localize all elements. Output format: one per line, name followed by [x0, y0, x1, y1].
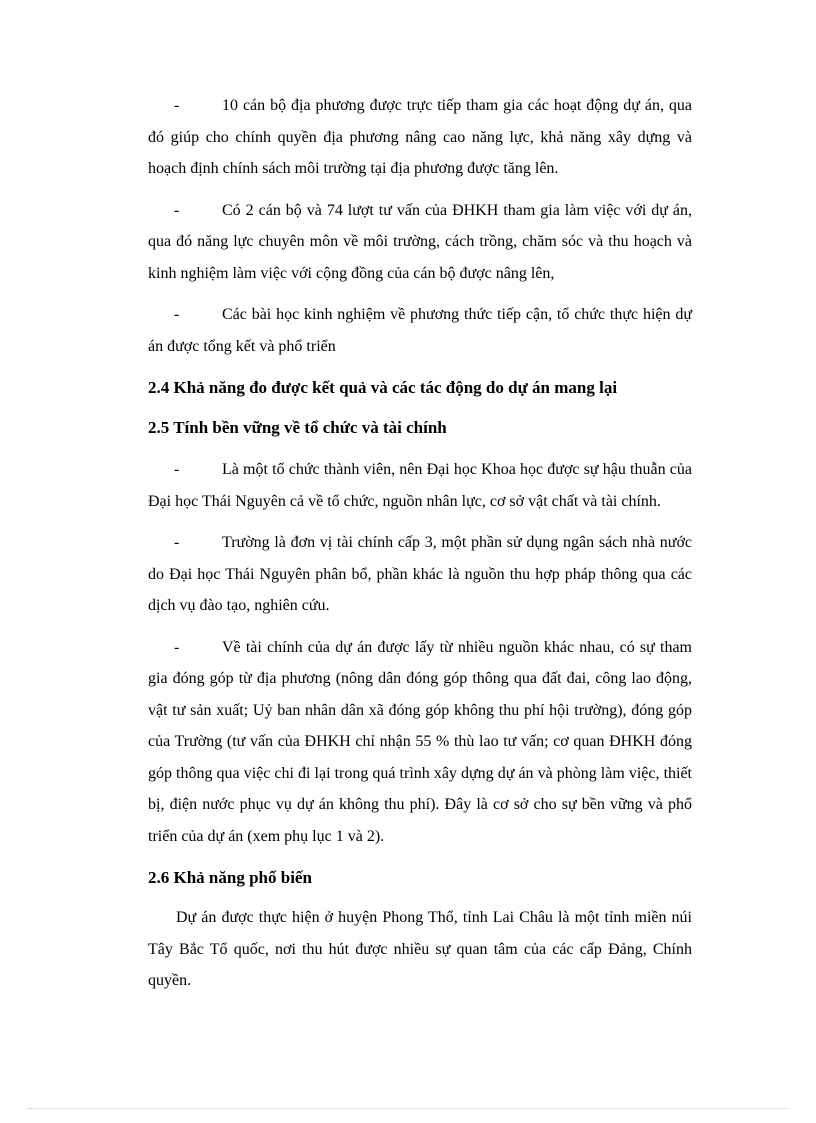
bullet-dash: - — [174, 638, 180, 656]
bullet-item-local-officials — [148, 90, 692, 185]
bullet-dash: - — [174, 461, 180, 478]
bullet-item-membership — [148, 454, 692, 517]
bullet-item-lessons — [148, 299, 692, 362]
bullet-text: Về tài chính của dự án được lấy từ nhiều nguồn khác nhau, có sự tham gia đóng góp từ địa phương (nông dân đóng góp thông qua đất đai, công lao động, vật tư sản xuất; Uỷ ban nhân dân xã đóng góp không thu phí hội trường), đóng góp của Trường (tư vấn của ĐHKH chỉ nhận 55 % thù lao tư vấn; cơ quan ĐHKH đóng góp thông qua việc chi đi lại trong quá trình xây dựng dự án và phòng làm việc, thiết bị, điện nước phục vụ dự án không thu phí). Đây là cơ sở cho sự bền vững và phổ triển của dự án (xem phụ lục 1 và 2). — [148, 638, 692, 845]
section-heading-2-5: 2.5 Tính bền vững về tổ chức và tài chính — [148, 418, 447, 437]
bullet-dash: - — [174, 97, 180, 114]
bullet-text: Các bài học kinh nghiệm về phương thức tiếp cận, tổ chức thực hiện dự án được tổng kết và phổ triển — [148, 306, 692, 355]
bullet-item-consultants — [148, 195, 692, 290]
page-bottom-divider — [28, 1108, 788, 1109]
bullet-text: 10 cán bộ địa phương được trực tiếp tham gia các hoạt động dự án, qua đó giúp cho chính quyền địa phương nâng cao năng lực, khả năng xây dựng và hoạch định chính sách môi trường tại địa phương được tăng lên. — [148, 97, 692, 177]
bullet-dash: - — [174, 306, 180, 323]
document-page — [148, 90, 692, 1007]
bullet-text: Là một tổ chức thành viên, nên Đại học Khoa học được sự hậu thuẫn của Đại học Thái Nguyên cả về tổ chức, nguồn nhân lực, cơ sở vật chất và tài chính. — [148, 461, 692, 510]
body-paragraph: Dự án được thực hiện ở huyện Phong Thổ, tỉnh Lai Châu là một tỉnh miền núi Tây Bắc Tổ quốc, nơi thu hút được nhiều sự quan tâm của các cấp Đảng, Chính quyền. — [148, 909, 692, 989]
bullet-text: Trường là đơn vị tài chính cấp 3, một phần sử dụng ngân sách nhà nước do Đại học Thái Nguyên phân bổ, phần khác là nguồn thu hợp pháp thông qua các dịch vụ đào tạo, nghiên cứu. — [148, 534, 692, 614]
bullet-item-project-finance — [148, 632, 692, 853]
section-heading-2-6: 2.6 Khả năng phổ biến — [148, 868, 312, 887]
bullet-dash: - — [174, 201, 180, 219]
bullet-item-finance-unit — [148, 527, 692, 622]
section-heading-2-4: 2.4 Khả năng đo được kết quả và các tác động do dự án mang lại — [148, 378, 618, 397]
bullet-text: Có 2 cán bộ và 74 lượt tư vấn của ĐHKH tham gia làm việc với dự án, qua đó năng lực chuyên môn về môi trường, cách trồng, chăm sóc và thu hoạch và kinh nghiệm làm việc với cộng đồng của cán bộ được nâng lên, — [148, 201, 692, 282]
bullet-dash: - — [174, 534, 180, 551]
